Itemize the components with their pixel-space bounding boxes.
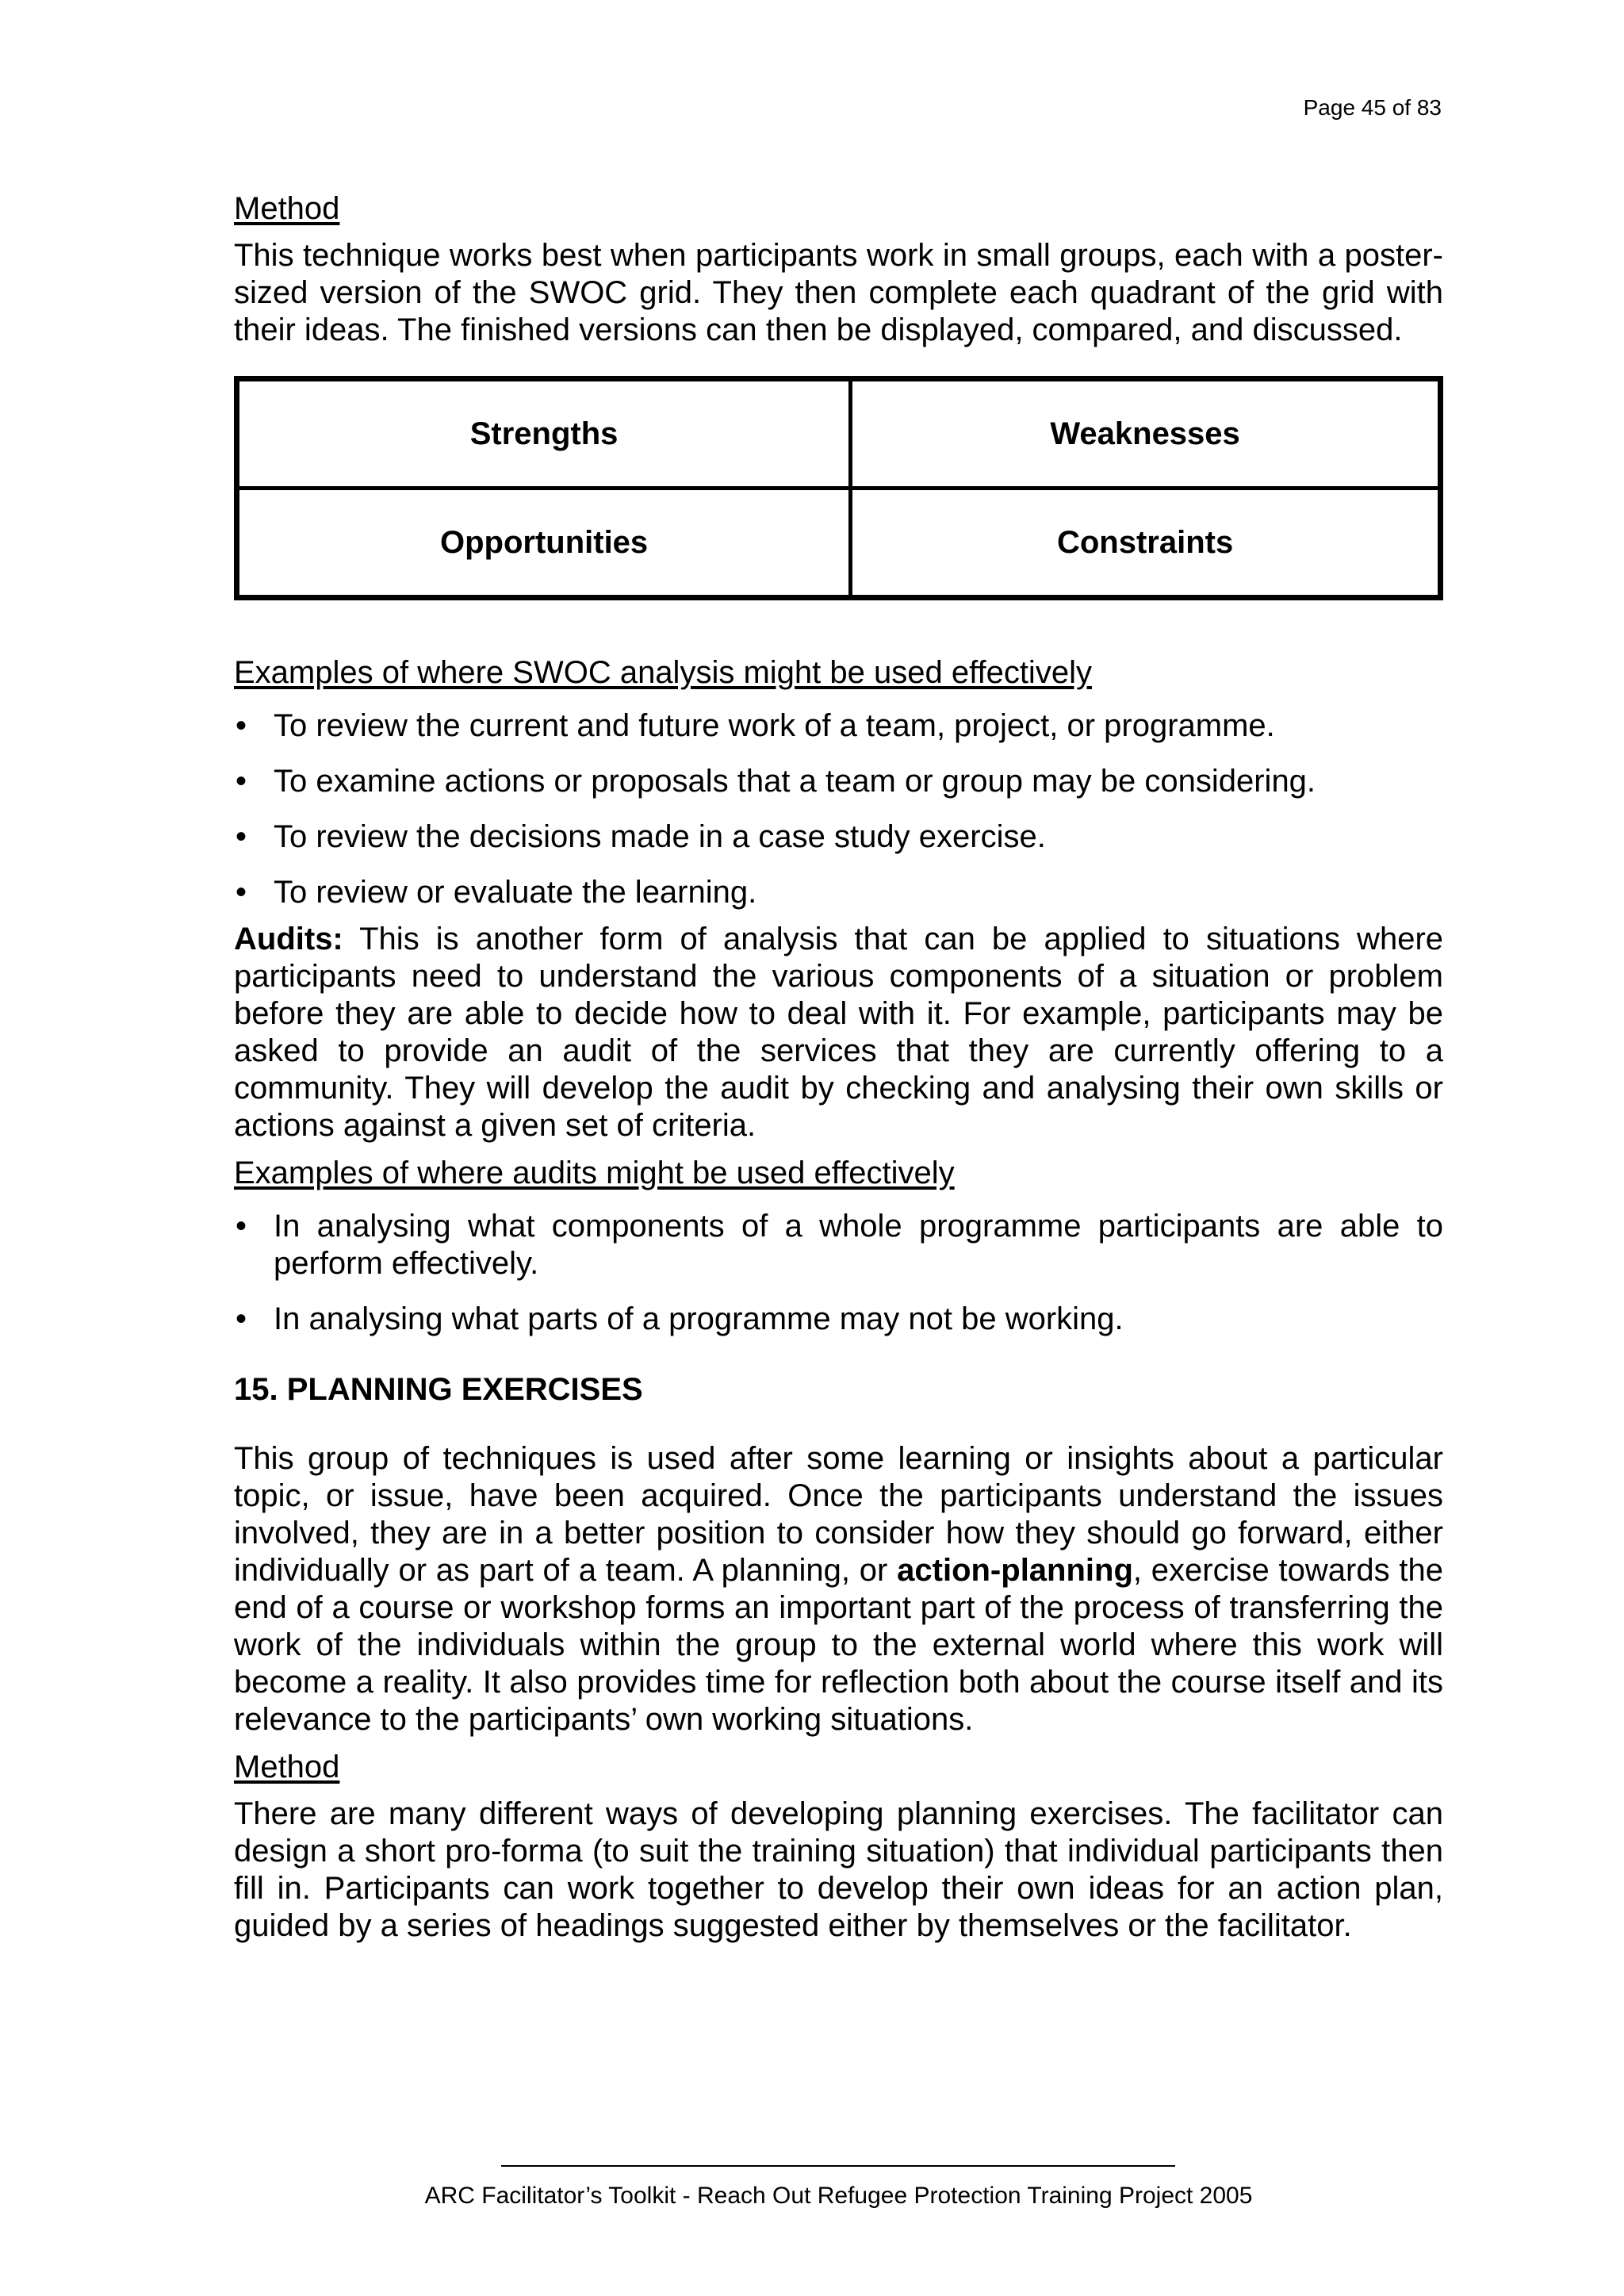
bullet-icon: • <box>236 819 247 854</box>
bullet-icon: • <box>236 764 247 799</box>
audits-paragraph: Audits: This is another form of analysis that can be applied to situations where participants need to understand the various components of a situation or problem before they are able to decide how to deal with it. For example, participants may be asked to provide an audit of the services that they are currently offering to a community. They will develop the audit by checking and analysing their own skills or actions against a given set of criteria. <box>234 922 1444 1143</box>
planning-paragraph: This group of techniques is used after some learning or insights about a particular topic, or issue, have been acquired. Once the participants understand the issues involved, they are in a better position to consider how they should go forward, either individually or as part of a team. A planning, or action-planning, exercise towards the end of a course or workshop forms an important part of the process of transferring the work of the individuals within the group to the external world where this work will become a reality. It also provides time for reflection both about the course itself and its relevance to the participants’ own working situations. <box>234 1441 1443 1737</box>
list-item: • To review the decisions made in a case study exercise. <box>236 819 1046 854</box>
swoc-weaknesses-cell: Weaknesses <box>851 379 1441 489</box>
bullet-icon: • <box>236 1301 247 1336</box>
list-item: • In analysing what components of a whole programme participants are able to perform effectively. <box>236 1209 1443 1281</box>
swoc-examples-heading: Examples of where SWOC analysis might be used effectively <box>234 655 1092 690</box>
section-heading: 15. PLANNING EXERCISES <box>234 1372 643 1407</box>
swoc-opportunities-cell: Opportunities <box>237 489 851 598</box>
bullet-icon: • <box>236 1209 247 1244</box>
bold-term: action-planning <box>897 1553 1133 1588</box>
method-paragraph-2: There are many different ways of developing planning exercises. The facilitator can design a short pro-forma (to suit the training situation) that individual participants then fill in. Participants can work together to develop their own ideas for an action plan, guided by a series of headings suggested either by themselves or the facilitator. <box>234 1796 1443 1943</box>
footer-text: ARC Facilitator’s Toolkit - Reach Out Refugee Protection Training Project 2005 <box>424 2183 1253 2209</box>
method-paragraph: This technique works best when participants work in small groups, each with a poster-sized version of the SWOC grid. They then complete each quadrant of the grid with their ideas. The finished versions can then be displayed, compared, and discussed. <box>234 238 1443 347</box>
list-item: • To review or evaluate the learning. <box>236 875 757 910</box>
list-item: • To examine actions or proposals that a team or group may be considering. <box>236 764 1316 799</box>
audits-label: Audits: <box>234 922 343 956</box>
audit-examples-list <box>234 1208 1443 1338</box>
swoc-grid <box>234 376 1443 600</box>
footer-divider <box>501 2165 1175 2167</box>
method-heading: Method <box>234 191 340 226</box>
page-number: Page 45 of 83 <box>1303 95 1442 120</box>
swoc-strengths-cell: Strengths <box>237 379 851 489</box>
page-content <box>234 190 1443 1945</box>
bullet-icon: • <box>236 708 247 743</box>
list-item: • In analysing what parts of a programme may not be working. <box>236 1301 1124 1336</box>
list-item: • To review the current and future work of a team, project, or programme. <box>236 708 1275 743</box>
swoc-examples-list <box>234 707 1443 911</box>
method-heading-2: Method <box>234 1750 340 1784</box>
swoc-constraints-cell: Constraints <box>851 489 1441 598</box>
bullet-icon: • <box>236 875 247 910</box>
audit-examples-heading: Examples of where audits might be used effectively <box>234 1156 955 1190</box>
